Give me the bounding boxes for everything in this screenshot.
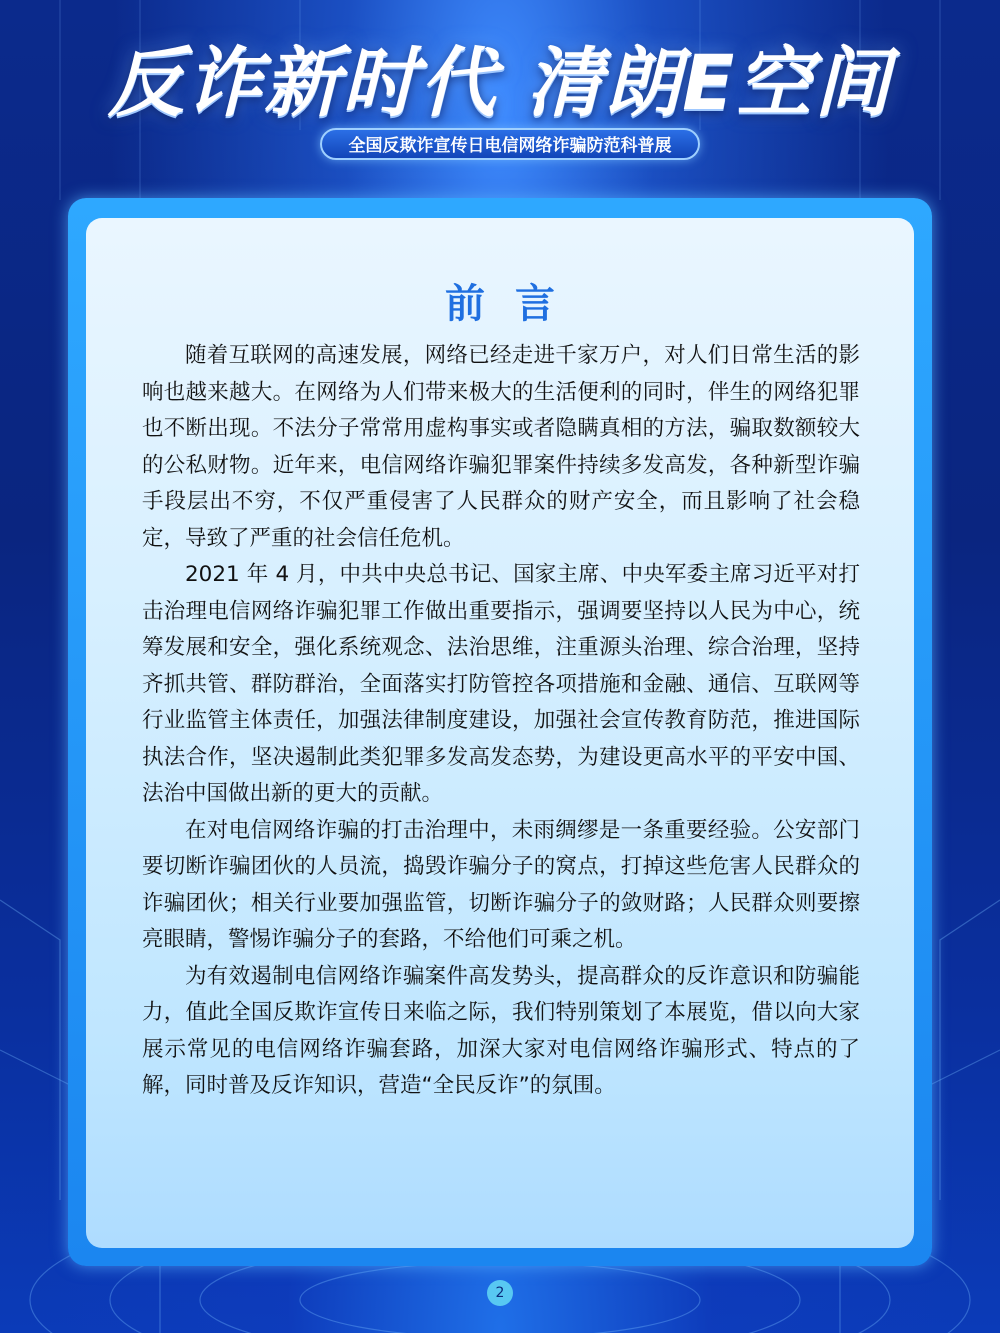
paragraph-3: 在对电信网络诈骗的打击治理中，未雨绸缪是一条重要经验。公安部门要切断诈骗团伙的人员流，捣毁诈骗分子的窝点，打掉这些危害人民群众的诈骗团伙；相关行业要加强监管，切断诈骗分子的敛财路；人民群众则要擦亮眼睛，警惕诈骗分子的套路，不给他们可乘之机。: [142, 817, 860, 952]
page-number: 2: [487, 1280, 513, 1306]
paragraph-1: 随着互联网的高速发展，网络已经走进千家万户，对人们日常生活的影响也越来越大。在网络为人们带来极大的生活便利的同时，伴生的网络犯罪也不断出现。不法分子常常用虚构事实或者隐瞒真相的方法，骗取数额较大的公私财物。近年来，电信网络诈骗犯罪案件持续多发高发，各种新型诈骗手段层出不穷，不仅严重侵害了人民群众的财产安全，而且影响了社会稳定，导致了严重的社会信任危机。: [142, 343, 860, 551]
paragraph-4: 为有效遏制电信网络诈骗案件高发势头，提高群众的反诈意识和防骗能力，值此全国反欺诈宣传日来临之际，我们特别策划了本展览，借以向大家展示常见的电信网络诈骗套路，加深大家对电信网络诈骗形式、特点的了解，同时普及反诈知识，营造“全民反诈”的氛围。: [142, 963, 860, 1098]
header: [0, 0, 1000, 200]
main-title: 反诈新时代 清朗E空间: [107, 38, 893, 127]
preface-body: [142, 338, 860, 1105]
paragraph-2: 2021 年 4 月，中共中央总书记、国家主席、中央军委主席习近平对打击治理电信网络诈骗犯罪工作做出重要指示，强调要坚持以人民为中心，统筹发展和安全，强化系统观念、法治思维，注重源头治理、综合治理，坚持齐抓共管、群防群治，全面落实打防管控各项措施和金融、通信、互联网等行业监管主体责任，加强法律制度建设，加强社会宣传教育防范，推进国际执法合作，坚决遏制此类犯罪多发高发态势，为建设更高水平的平安中国、法治中国做出新的更大的贡献。: [142, 562, 860, 806]
section-heading: 前言: [445, 281, 585, 327]
subtitle-badge: 全国反欺诈宣传日电信网络诈骗防范科普展: [320, 128, 700, 160]
